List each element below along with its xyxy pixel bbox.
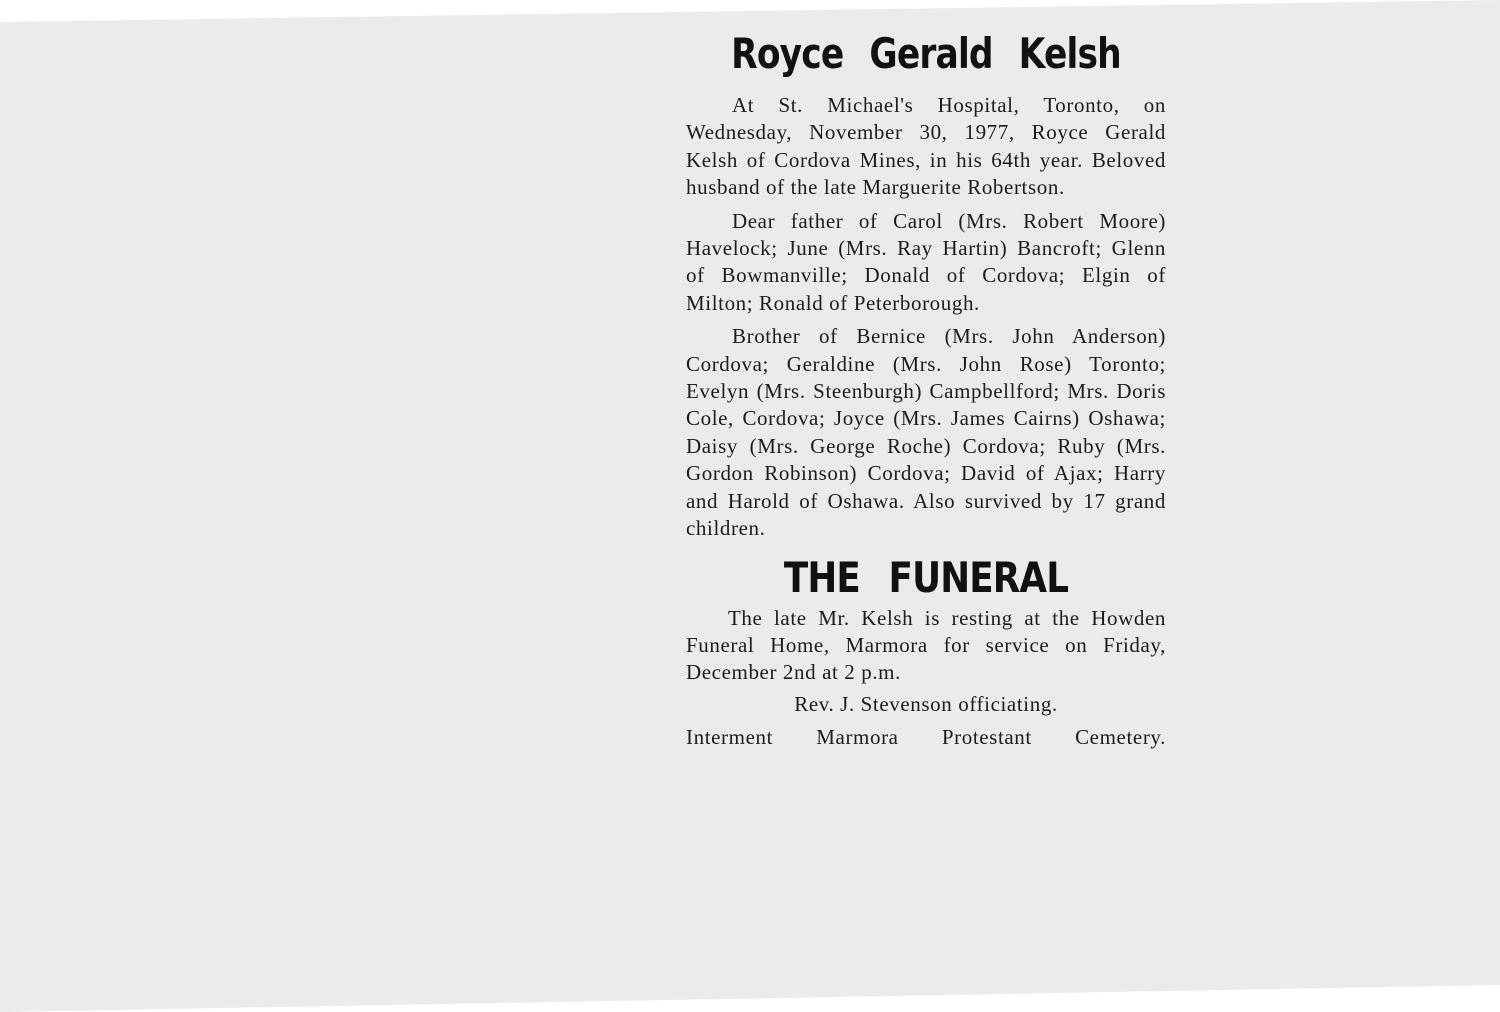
funeral-officiant-line: Rev. J. Stevenson officiating.	[794, 691, 1058, 716]
obituary-name-heading: Royce Gerald Kelsh	[731, 29, 1121, 78]
obituary-clipping	[686, 28, 1166, 752]
obituary-paragraph-death-notice: At St. Michael's Hospital, Toronto, on Wednesday, November 30, 1977, Royce Gerald Kelsh of Cordova Mines, in his 64th year. Beloved husband of the late Marguerite Robertson.	[686, 93, 1166, 200]
obituary-paragraph-children: Dear father of Carol (Mrs. Robert Moore) Havelock; June (Mrs. Ray Hartin) Bancroft; Glenn of Bowmanville; Donald of Cordova; Elgin of Milton; Ronald of Peterborough.	[686, 208, 1166, 315]
obituary-paragraph-siblings: Brother of Bernice (Mrs. John Anderson) Cordova; Geraldine (Mrs. John Rose) Toronto; Evelyn (Mrs. Steenburgh) Campbellford; Mrs. Doris Cole, Cordova; Joyce (Mrs. James Cairns) Oshawa; Daisy (Mrs. George Roche) Cordova; Ruby (Mrs. Gordon Robinson) Cordova; David of Ajax; Harry and Harold of Oshawa. Also survived by 17 grand children.	[686, 324, 1166, 541]
funeral-resting-paragraph: The late Mr. Kelsh is resting at the Howden Funeral Home, Marmora for service on Friday, December 2nd at 2 p.m.	[686, 605, 1166, 685]
funeral-heading: THE FUNERAL	[783, 552, 1069, 602]
funeral-interment-line: Interment Marmora Protestant Cemetery.	[686, 725, 1166, 750]
